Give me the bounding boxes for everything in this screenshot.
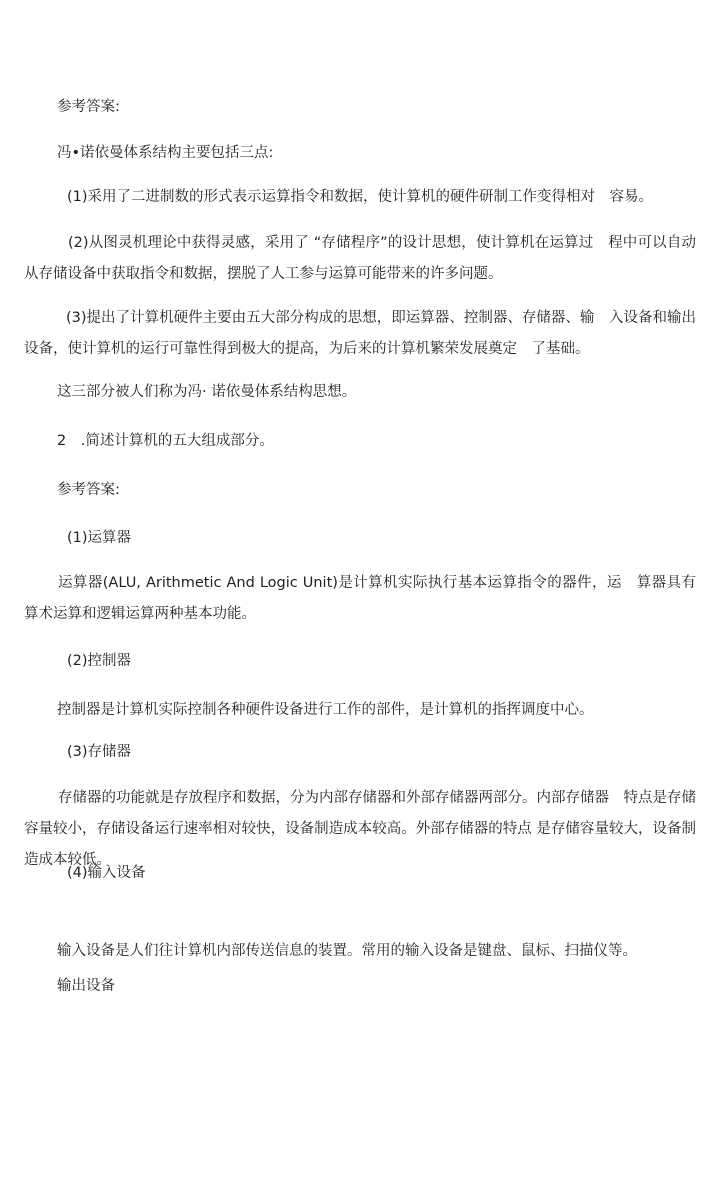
point-2: (2)从图灵机理论中获得灵感，采用了 “存储程序”的设计思想，使计算机在运算过 程中可以自动从存储设备中获取指令和数据，摆脱了人工参与运算可能带来的许多问题。 bbox=[24, 235, 696, 282]
input-text: 输入设备是人们往计算机内部传送信息的装置。常用的输入设备是键盘、鼠标、扫描仪等。 bbox=[57, 943, 637, 959]
alu-heading: (1)运算器 bbox=[67, 530, 132, 546]
answer-label: 参考答案: bbox=[57, 482, 120, 498]
answer-label: 参考答案: bbox=[57, 99, 120, 115]
memory-text: 存储器的功能就是存放程序和数据，分为内部存储器和外部存储器两部分。内部存储器 特点是存储容量较小，存储设备运行速率相对较快，设备制造成本较高。外部存储器的特点 是存储容量较大，设备制造成本较低。 bbox=[24, 790, 696, 868]
summary-text: 这三部分被人们称为冯· 诺依曼体系结构思想。 bbox=[57, 384, 357, 400]
output-heading: 输出设备 bbox=[57, 978, 115, 994]
point-1: (1)采用了二进制数的形式表示运算指令和数据，使计算机的硬件研制工作变得相对 容易。 bbox=[67, 189, 654, 205]
alu-text: 运算器(ALU, Arithmetic And Logic Unit)是计算机实际执行基本运算指令的器件，运 算器具有算术运算和逻辑运算两种基本功能。 bbox=[24, 575, 696, 622]
control-heading: (2)控制器 bbox=[67, 653, 132, 669]
memory-heading: (3)存储器 bbox=[67, 744, 132, 760]
control-text: 控制器是计算机实际控制各种硬件设备进行工作的部件，是计算机的指挥调度中心。 bbox=[57, 702, 594, 718]
intro-text: 冯•诺依曼体系结构主要包括三点: bbox=[57, 145, 274, 161]
input-heading: (4)输入设备 bbox=[67, 865, 146, 881]
point-3: (3)提出了计算机硬件主要由五大部分构成的思想，即运算器、控制器、存储器、输 入设备和输出设备，使计算机的运行可靠性得到极大的提高，为后来的计算机繁荣发展奠定 了基础。 bbox=[24, 310, 696, 357]
question-2: 2 .简述计算机的五大组成部分。 bbox=[57, 433, 274, 449]
